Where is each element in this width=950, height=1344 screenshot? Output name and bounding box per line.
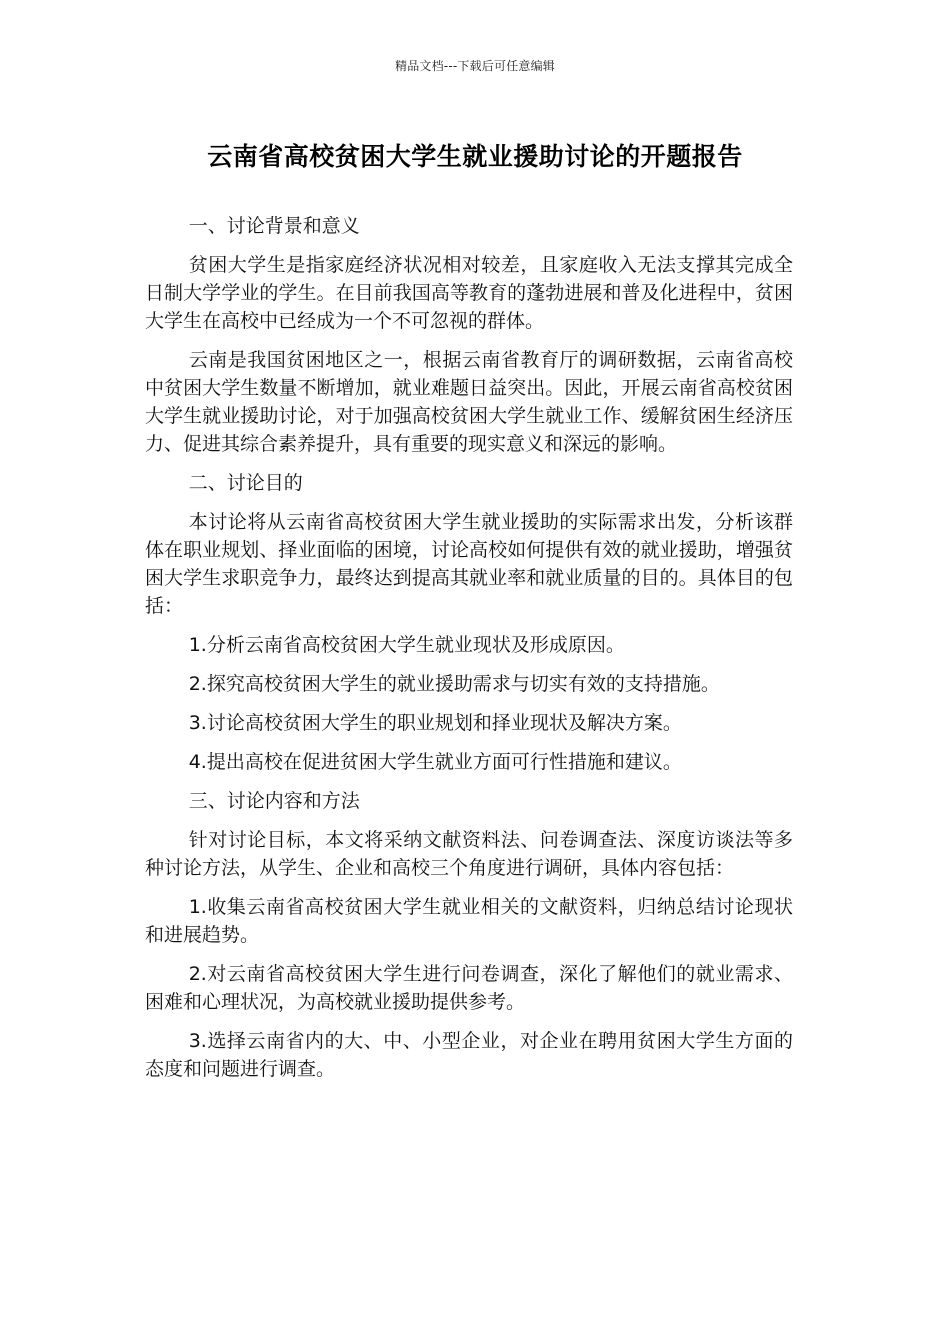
section-heading-methods: 三、讨论内容和方法 [188,790,360,812]
method-item-1: 1.收集云南省高校贫困大学生就业相关的文献资料，归纳总结讨论现状和进展趋势。 [145,896,793,946]
document-body [145,212,793,1094]
document-title: 云南省高校贫困大学生就业援助讨论的开题报告 [207,142,743,171]
purpose-item-4: 4.提出高校在促进贫困大学生就业方面可行性措施和建议。 [188,751,682,773]
purpose-item-2: 2.探究高校贫困大学生的就业援助需求与切实有效的支持措施。 [188,673,720,695]
paragraph-methods: 针对讨论目标，本文将采纳文献资料法、问卷调查法、深度访谈法等多种讨论方法，从学生、企业和高校三个角度进行调研，具体内容包括： [145,829,793,879]
purpose-item-3: 3.讨论高校贫困大学生的职业规划和择业现状及解决方案。 [188,712,682,734]
method-item-3: 3.选择云南省内的大、中、小型企业，对企业在聘用贫困大学生方面的态度和问题进行调查。 [145,1030,793,1080]
paragraph-significance: 云南是我国贫困地区之一，根据云南省教育厅的调研数据，云南省高校中贫困大学生数量不断增加，就业难题日益突出。因此，开展云南省高校贫困大学生就业援助讨论，对于加强高校贫困大学生就业工作、缓解贫困生经济压力、促进其综合素养提升，具有重要的现实意义和深远的影响。 [145,349,793,455]
purpose-item-1: 1.分析云南省高校贫困大学生就业现状及形成原因。 [188,634,625,656]
paragraph-definition: 贫困大学生是指家庭经济状况相对较差，且家庭收入无法支撑其完成全日制大学学业的学生。在目前我国高等教育的蓬勃进展和普及化进程中，贫困大学生在高校中已经成为一个不可忽视的群体。 [145,254,793,332]
header-note: 精品文档---下载后可任意编辑 [395,59,555,73]
section-heading-purpose: 二、讨论目的 [188,472,303,494]
method-item-2: 2.对云南省高校贫困大学生进行问卷调查，深化了解他们的就业需求、困难和心理状况，为高校就业援助提供参考。 [145,963,793,1013]
paragraph-purpose: 本讨论将从云南省高校贫困大学生就业援助的实际需求出发，分析该群体在职业规划、择业面临的困境，讨论高校如何提供有效的就业援助，增强贫困大学生求职竞争力，最终达到提高其就业率和就业质量的目的。具体目的包括： [145,511,793,617]
section-heading-background: 一、讨论背景和意义 [188,215,360,237]
